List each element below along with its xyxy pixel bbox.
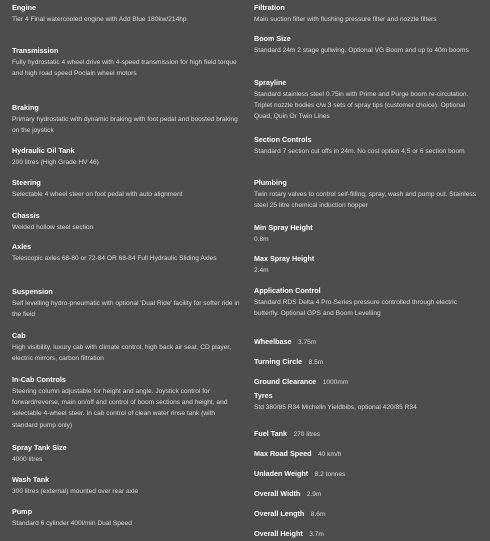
spec-text: 3.75m	[298, 339, 317, 346]
spec-text: Standard stainless steel 0.75in with Prime and Purge boom re-circulation. Triplet nozzle bodies c/w 3 sets of spray tips (customer choice). Optional Quad, Quin Or Twin Lines	[254, 91, 469, 121]
spec-text: Welded hollow steel section	[12, 224, 94, 231]
spec-text: 2.4m	[254, 267, 269, 274]
spec-fuel-tank	[254, 423, 480, 441]
spec-label: Pump	[12, 507, 32, 516]
spec-text: 3.7m	[309, 531, 324, 538]
spec-axles	[12, 242, 240, 264]
spec-application-control	[254, 286, 480, 319]
spec-text: Primary hydrostatic with dynamic braking with foot pedal and boosted braking on the joystick	[12, 116, 238, 135]
spec-text: Standard 7 section cut offs in 24m. No cost option 4,5 or 6 section boom	[254, 148, 465, 155]
spec-hydraulic-oil-tank	[12, 146, 240, 168]
spec-text: 2.9m	[306, 491, 322, 498]
spec-text: 300 litres (external) mounted over rear axle	[12, 488, 139, 495]
spec-section-controls	[254, 135, 480, 157]
spec-label: Max Road Speed	[254, 449, 312, 458]
spec-text: Fully hydrostatic 4 wheel drive with 4-speed transmission for high field torque and high road speed Poclain wheel motors	[12, 59, 237, 78]
spec-overall-length	[254, 503, 480, 521]
spec-label: Engine	[12, 3, 36, 12]
spec-label: Axles	[12, 242, 32, 251]
spec-spray-tank-size	[12, 443, 240, 465]
spec-label: Filtration	[254, 3, 285, 12]
spec-label: Transmission	[12, 46, 59, 55]
spec-label: Section Controls	[254, 135, 312, 144]
spec-label: Overall Width	[254, 489, 301, 498]
spec-max-spray-height	[254, 254, 480, 276]
spec-plumbing	[254, 178, 480, 211]
spec-in-cab-controls	[12, 375, 240, 431]
spec-text: 1000mm	[322, 379, 349, 386]
spec-label: Unladen Weight	[254, 469, 309, 478]
spec-wheelbase	[254, 331, 480, 349]
spec-max-road-speed	[254, 443, 480, 461]
spec-label: Chassis	[12, 211, 40, 220]
spec-text: Main suction filter with flushing pressure filter and nozzle filters	[254, 16, 437, 23]
spec-transmission	[12, 46, 240, 79]
spec-text: 8.5m	[308, 359, 324, 366]
spec-cab	[12, 331, 240, 364]
spec-wash-tank	[12, 475, 240, 497]
spec-text: Std 380/85 R34 Michelin Yieldbibs, optional 420/85 R34	[254, 404, 417, 411]
spec-label: Min Spray Height	[254, 223, 313, 232]
spec-ground-clearance	[254, 371, 480, 389]
spec-label: Ground Clearance	[254, 377, 317, 386]
spec-min-spray-height	[254, 223, 480, 245]
spec-text: Twin rotary valves to control self-filling, spray, wash and pump out. Stainless steel 25 litre chemical induction hopper	[254, 191, 476, 210]
spec-label: Spray Tank Size	[12, 443, 67, 452]
spec-label: Suspension	[12, 287, 53, 296]
spec-text: High visibility, luxury cab with climate control, high back air seat, CD player, electric mirrors, carbon filtration	[12, 344, 232, 363]
spec-label: Boom Size	[254, 34, 291, 43]
spec-text: 40 km/h	[317, 451, 342, 458]
spec-text: Standard RDS Delta 4 Pro-Series pressure controlled through electric butterfly. Optional GPS and Boom Levelling	[254, 299, 458, 318]
spec-text: 8.6m	[310, 511, 326, 518]
spec-label: Overall Height	[254, 529, 303, 538]
spec-braking	[12, 103, 240, 136]
spec-pump	[12, 507, 240, 529]
spec-text: 270 litres	[293, 431, 321, 438]
spec-label: In-Cab Controls	[12, 375, 66, 384]
spec-unladen-weight	[254, 463, 480, 481]
spec-label: Cab	[12, 331, 26, 340]
spec-text: Selectable 4 wheel steer on foot pedal with auto alignment	[12, 191, 183, 198]
spec-overall-height	[254, 523, 480, 541]
spec-text: Self levelling hydro-pneumatic with optional 'Dual Ride' facility for softer ride in the field	[12, 300, 240, 319]
spec-turning-circle	[254, 351, 480, 369]
spec-label: Plumbing	[254, 178, 287, 187]
spec-text: Standard 6 cylinder 400l/min Dual Speed	[12, 520, 132, 527]
spec-label: Braking	[12, 103, 39, 112]
spec-label: Wheelbase	[254, 337, 292, 346]
spec-text: Telescopic axles 68-80 or 72-84 OR 68-84 Full Hydraulic Sliding Axles	[12, 255, 217, 262]
spec-sprayline	[254, 78, 480, 123]
spec-label: Turning Circle	[254, 357, 303, 366]
spec-label: Fuel Tank	[254, 429, 288, 438]
spec-label: Application Control	[254, 286, 321, 295]
spec-suspension	[12, 287, 240, 320]
spec-overall-width	[254, 483, 480, 501]
spec-steering	[12, 178, 240, 200]
spec-tyres	[254, 391, 480, 413]
spec-label: Max Spray Height	[254, 254, 315, 263]
spec-engine	[12, 3, 240, 25]
spec-label: Overall Length	[254, 509, 305, 518]
spec-boom-size	[254, 34, 480, 56]
spec-label: Sprayline	[254, 78, 287, 87]
spec-text: 4000 litres	[12, 456, 43, 463]
spec-text: 0.8m	[254, 236, 269, 243]
spec-text: 200 litres (High Grade HV 46)	[12, 159, 99, 166]
spec-text: 8.2 tonnes	[314, 471, 346, 478]
spec-chassis	[12, 211, 240, 233]
spec-filtration	[254, 3, 480, 25]
spec-text: Tier 4 Final watercooled engine with Add Blue 180kw/214hp	[12, 16, 187, 23]
spec-label: Tyres	[254, 391, 273, 400]
spec-label: Steering	[12, 178, 41, 187]
spec-label: Hydraulic Oil Tank	[12, 146, 75, 155]
spec-label: Wash Tank	[12, 475, 50, 484]
spec-text: Standard 24m 2 stage gullwing. Optional VG Boom and up to 40m booms	[254, 47, 469, 54]
spec-text: Steering column adjustable for height and angle. Joystick control for forward/reverse, main on/off and control of boom sections and height, and selectable 4-wheel steer. In cab control of clean water rinse tank (with standard pump only)	[12, 388, 228, 429]
